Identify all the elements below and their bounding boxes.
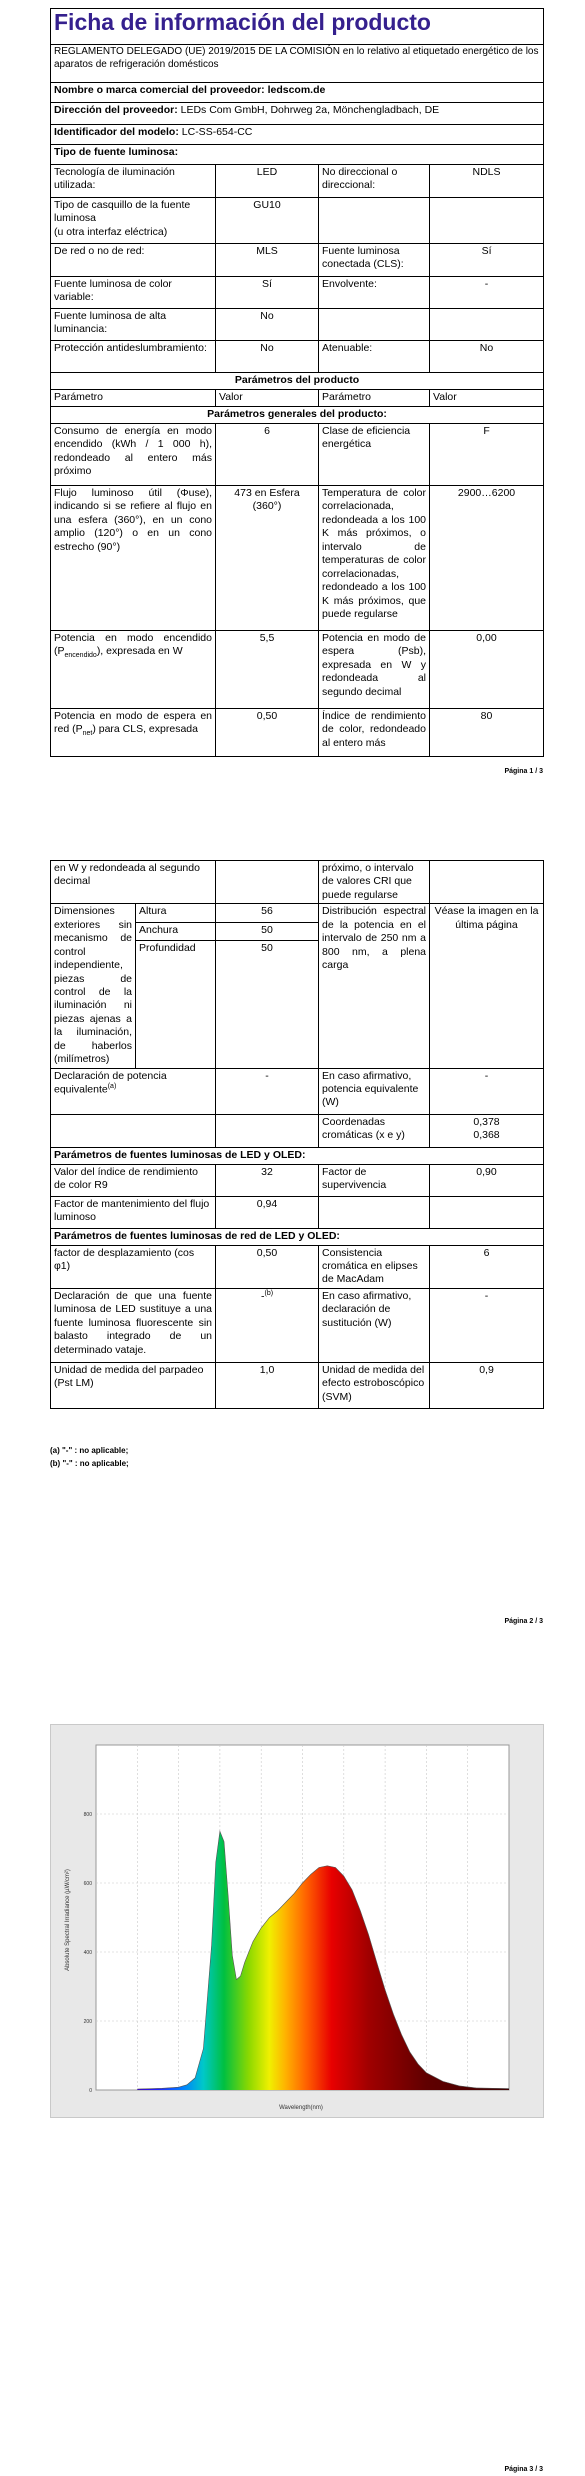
glare-label: Protección antideslumbramiento: [51,341,216,373]
displacement-factor-value: 0,50 [216,1245,319,1288]
standby-power-label: Potencia en modo de espera (Psb), expresada en W y redondeada al segundo decimal [319,631,430,709]
flicker-label: Unidad de medida del parpadeo (Pst LM) [51,1362,216,1408]
ndls-label: No direccional o direccional: [319,165,430,198]
class-value: F [430,424,544,486]
survival-value: 0,90 [430,1164,544,1196]
on-mode-power-value: 5,5 [216,631,319,709]
cap-label: Tipo de casquillo de la fuente luminosa (u otra interfaz eléctrica) [51,198,216,244]
displacement-factor-label: factor de desplazamiento (cos φ1) [51,1245,216,1288]
dimmable-value: No [430,341,544,373]
mains-led-params-header: Parámetros de fuentes luminosas de red de LED y OLED: [51,1228,544,1245]
energy-value: 6 [216,424,319,486]
product-info-table-page-2 [50,860,544,1409]
equiv-power-declaration-label: Declaración de potencia equivalente$^{(a)}$ [51,1068,216,1114]
col-value-1: Valor [216,390,319,407]
ndls-value: NDLS [430,165,544,198]
mains-value: MLS [216,244,319,277]
cri-label-cont: próximo, o intervalo de valores CRI que puede regularse [319,861,430,904]
width-value: 50 [216,922,319,940]
height-label: Altura [136,904,216,922]
lumen-maintenance-label: Factor de mantenimiento del flujo luminoso [51,1196,216,1228]
flux-label: Flujo luminoso útil (Φuse), indicando si se refiere al flujo en una esfera (360°), en un cono amplio (120°) o en un cono estrecho (90°) [51,486,216,631]
footnote-a: (a) "-" : no aplicable; [50,1446,129,1455]
source-type-header: Tipo de fuente luminosa: [51,145,544,165]
y-tick-label: 0 [89,2088,92,2094]
cct-label: Temperatura de color correlacionada, redondeada a los 100 K más próximos, o intervalo de temperaturas de color correlacionadas, redondeado a los 100 K más próximos, que puede regularse [319,486,430,631]
cri-value: 80 [430,709,544,757]
model-identifier: Identificador del modelo: LC-SS-654-CC [51,125,544,145]
tech-label: Tecnología de iluminación utilizada: [51,165,216,198]
spectral-distribution-chart [51,1725,543,2117]
cls-label: Fuente luminosa conectada (CLS): [319,244,430,277]
dimensions-label: Dimensiones exteriores sin mecanismo de control independiente, piezas de control de la iluminación ni piezas ajenas a la iluminación, de haberlos (milímetros) [51,904,136,1068]
width-label: Anchura [136,922,216,940]
fluorescent-power-label: En caso afirmativo, declaración de sustitución (W) [319,1288,430,1362]
macadam-label: Consistencia cromática en elipses de MacAdam [319,1245,430,1288]
col-param-1: Parámetro [51,390,216,407]
col-param-2: Parámetro [319,390,430,407]
footnotes [50,1445,129,1471]
depth-label: Profundidad [136,941,216,1069]
envelope-value: - [430,277,544,309]
survival-label: Factor de supervivencia [319,1164,430,1196]
lumen-maintenance-value: 0,94 [216,1196,319,1228]
y-axis-label: Absolute Spectral Irradiance (µW/cm²) [65,1869,71,1971]
cri-label: Índice de rendimiento de color, redondeado al entero más [319,709,430,757]
page-title: Ficha de información del producto [51,9,544,45]
chromaticity-value: 0,378 0,368 [430,1114,544,1147]
supplier-address: Dirección del proveedor: LEDs Com GmbH, Dohrweg 2a, Mönchengladbach, DE [51,103,544,125]
macadam-value: 6 [430,1245,544,1288]
footnote-b: (b) "-" : no aplicable; [50,1458,129,1468]
fluorescent-power-value: - [430,1288,544,1362]
y-tick-label: 400 [83,1950,92,1956]
spectrum-chart-frame [50,1724,544,2118]
height-value: 56 [216,904,319,922]
regulation-reference: REGLAMENTO DELEGADO (UE) 2019/2015 DE LA COMISIÓN en lo relativo al etiquetado energético de los aparatos de refrigeración domésticos [51,45,544,83]
r9-label: Valor del índice de rendimiento de color R9 [51,1164,216,1196]
tech-value: LED [216,165,319,198]
class-label: Clase de eficiencia energética [319,424,430,486]
cls-value: Sí [430,244,544,277]
cap-value: GU10 [216,198,319,244]
mains-label: De red o no de red: [51,244,216,277]
fluorescent-replacement-label: Declaración de que una fuente luminosa de LED sustituye a una fuente luminosa fluorescente sin balasto integrado de un determinado vataje. [51,1288,216,1362]
equiv-power-declaration-value: - [216,1068,319,1114]
product-params-header: Parámetros del producto [51,373,544,390]
page-number-2: Página 2 / 3 [504,1618,543,1625]
equiv-power-label: En caso afirmativo, potencia equivalente (W) [319,1068,430,1114]
dimmable-label: Atenuable: [319,341,430,373]
fluorescent-replacement-value: -$^{(b)}$ [216,1288,319,1362]
flicker-value: 1,0 [216,1362,319,1408]
chromaticity-label: Coordenadas cromáticas (x e y) [319,1114,430,1147]
flux-value: 473 en Esfera (360°) [216,486,319,631]
x-axis-label: Wavelength(nm) [279,2105,323,2111]
tunable-value: Sí [216,277,319,309]
equiv-power-value: - [430,1068,544,1114]
svm-label: Unidad de medida del efecto estroboscópico (SVM) [319,1362,430,1408]
glare-value: No [216,341,319,373]
on-mode-power-label: Potencia en modo encendido $(P_{encendido})$, expresada en W [51,631,216,709]
supplier-brand: Nombre o marca comercial del proveedor: ledscom.de [51,83,544,103]
led-params-header: Parámetros de fuentes luminosas de LED y OLED: [51,1147,544,1164]
page-number-1: Página 1 / 3 [504,768,543,775]
y-tick-label: 800 [83,1812,92,1818]
page-number-3: Página 3 / 3 [504,2466,543,2473]
energy-label: Consumo de energía en modo encendido (kWh / 1 000 h), redondeado al entero más próximo [51,424,216,486]
high-luminance-label: Fuente luminosa de alta luminancia: [51,309,216,341]
high-luminance-value: No [216,309,319,341]
network-standby-label-cont: en W y redondeada al segundo decimal [51,861,216,904]
y-tick-label: 600 [83,1881,92,1887]
envelope-label: Envolvente: [319,277,430,309]
product-info-table-page-1 [50,8,544,757]
network-standby-value: 0,50 [216,709,319,757]
cct-value: 2900…6200 [430,486,544,631]
tunable-label: Fuente luminosa de color variable: [51,277,216,309]
col-value-2: Valor [430,390,544,407]
standby-power-value: 0,00 [430,631,544,709]
y-axis-ticks [84,1812,93,2094]
svm-value: 0,9 [430,1362,544,1408]
network-standby-label: Potencia en modo de espera en red $(P_{net})$ para CLS, expresada [51,709,216,757]
depth-value: 50 [216,941,319,1069]
y-tick-label: 200 [83,2019,92,2025]
spd-value: Véase la imagen en la última página [430,904,544,1068]
r9-value: 32 [216,1164,319,1196]
spd-label: Distribución espectral de la potencia en el intervalo de 250 nm a 800 nm, a plena carga [319,904,430,1068]
general-params-header: Parámetros generales del producto: [51,407,544,424]
